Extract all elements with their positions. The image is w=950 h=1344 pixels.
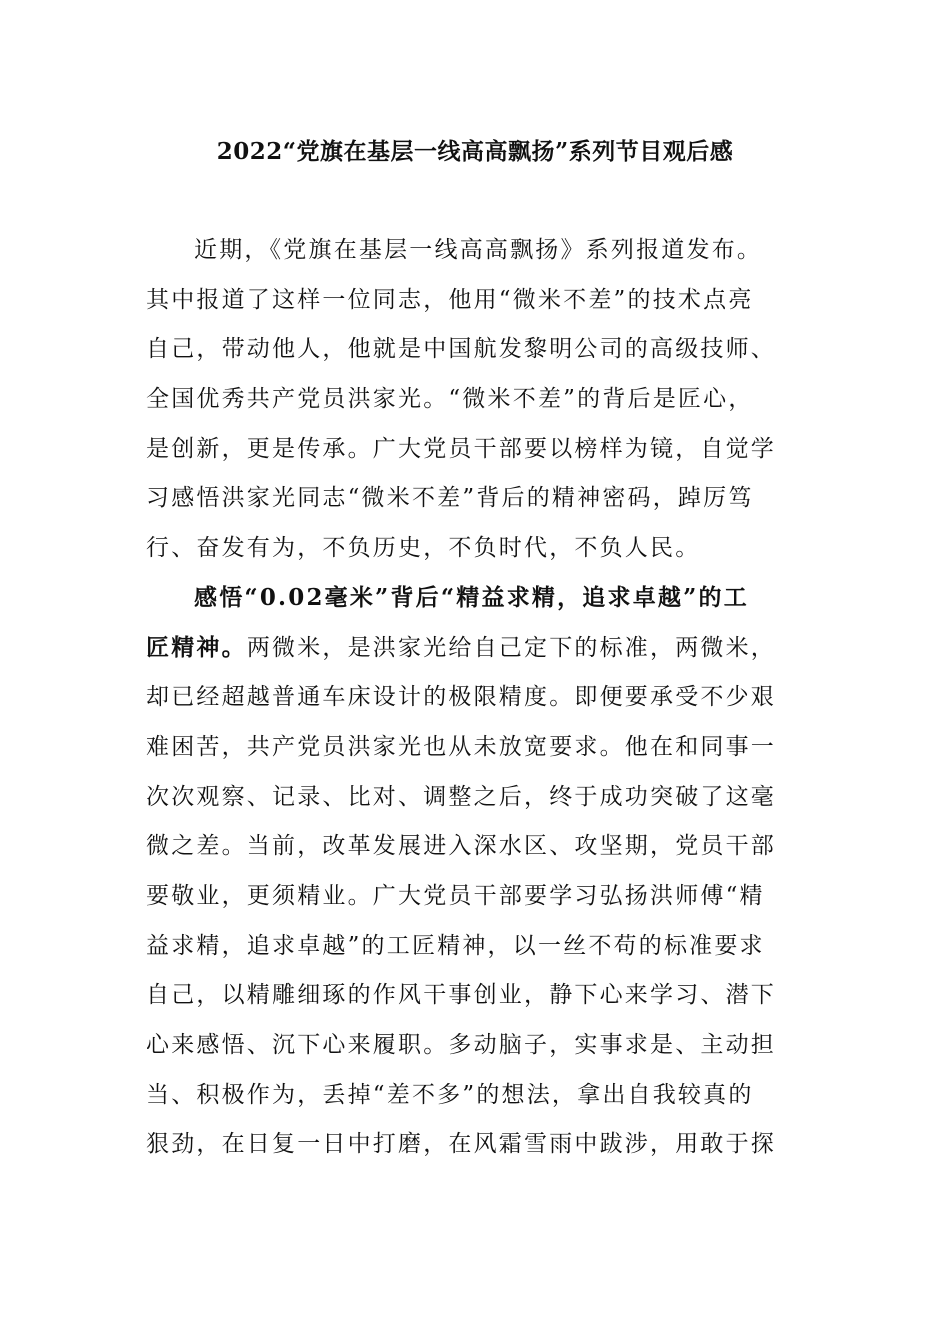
paragraph-2-line-8: 自己，以精雕细琢的作风干事创业，静下心来学习、潜下 — [146, 982, 776, 1009]
paragraph-1-line-3: 自己，带动他人，他就是中国航发黎明公司的高级技师、 — [146, 336, 776, 363]
paragraph-1-line-1: 近期，《党旗在基层一线高高飘扬》系列报道发布。 — [194, 237, 763, 263]
paragraph-1-line-6: 习感悟洪家光同志“微米不差”背后的精神密码，踔厉笃 — [146, 485, 754, 512]
paragraph-1-line-7: 行、奋发有为，不负历史，不负时代，不负人民。 — [146, 535, 701, 562]
paragraph-2-line-3: 难困苦，共产党员洪家光也从未放宽要求。他在和同事一 — [146, 733, 776, 760]
paragraph-1-line-4: 全国优秀共产党员洪家光。“微米不差”的背后是匠心， — [146, 386, 754, 413]
paragraph-2-line-7: 益求精，追求卓越”的工匠精神，以一丝不苟的标准要求 — [146, 932, 765, 959]
paragraph-2-line-1 — [146, 628, 816, 678]
paragraph-2-text-start: 两微米，是洪家光给自己定下的标准，两微米， — [246, 634, 777, 661]
paragraph-2-line-9: 心来感悟、沉下心来履职。多动脑子，实事求是、主动担 — [146, 1032, 776, 1058]
paragraph-2-line-4: 次次观察、记录、比对、调整之后，终于成功突破了这毫 — [146, 783, 776, 810]
paragraph-1-line-2: 其中报道了这样一位同志，他用“微米不差”的技术点亮 — [146, 286, 754, 313]
document-body — [146, 230, 816, 1174]
paragraph-2-line-10: 当、积极作为，丢掉“差不多”的想法，拿出自我较真的 — [146, 1081, 754, 1108]
paragraph-2-line-6: 要敬业，更须精业。广大党员干部要学习弘扬洪师傅“精 — [146, 882, 765, 909]
document-title: 2022“党旗在基层一线高高飘扬”系列节目观后感 — [216, 138, 734, 165]
paragraph-2-line-2: 却已经超越普通车床设计的极限精度。即便要承受不少艰 — [146, 684, 776, 711]
paragraph-1-line-5: 是创新，更是传承。广大党员干部要以榜样为镜，自觉学 — [146, 435, 776, 462]
paragraph-2-line-11: 狠劲，在日复一日中打磨，在风霜雪雨中跋涉，用敢于探 — [146, 1131, 776, 1158]
section-heading-line-2: 匠精神。 — [146, 633, 247, 661]
section-heading-line-1: 感悟“0.02毫米”背后“精益求精，追求卓越”的工 — [194, 583, 749, 611]
paragraph-2-line-5: 微之差。当前，改革发展进入深水区、攻坚期，党员干部 — [146, 833, 776, 860]
